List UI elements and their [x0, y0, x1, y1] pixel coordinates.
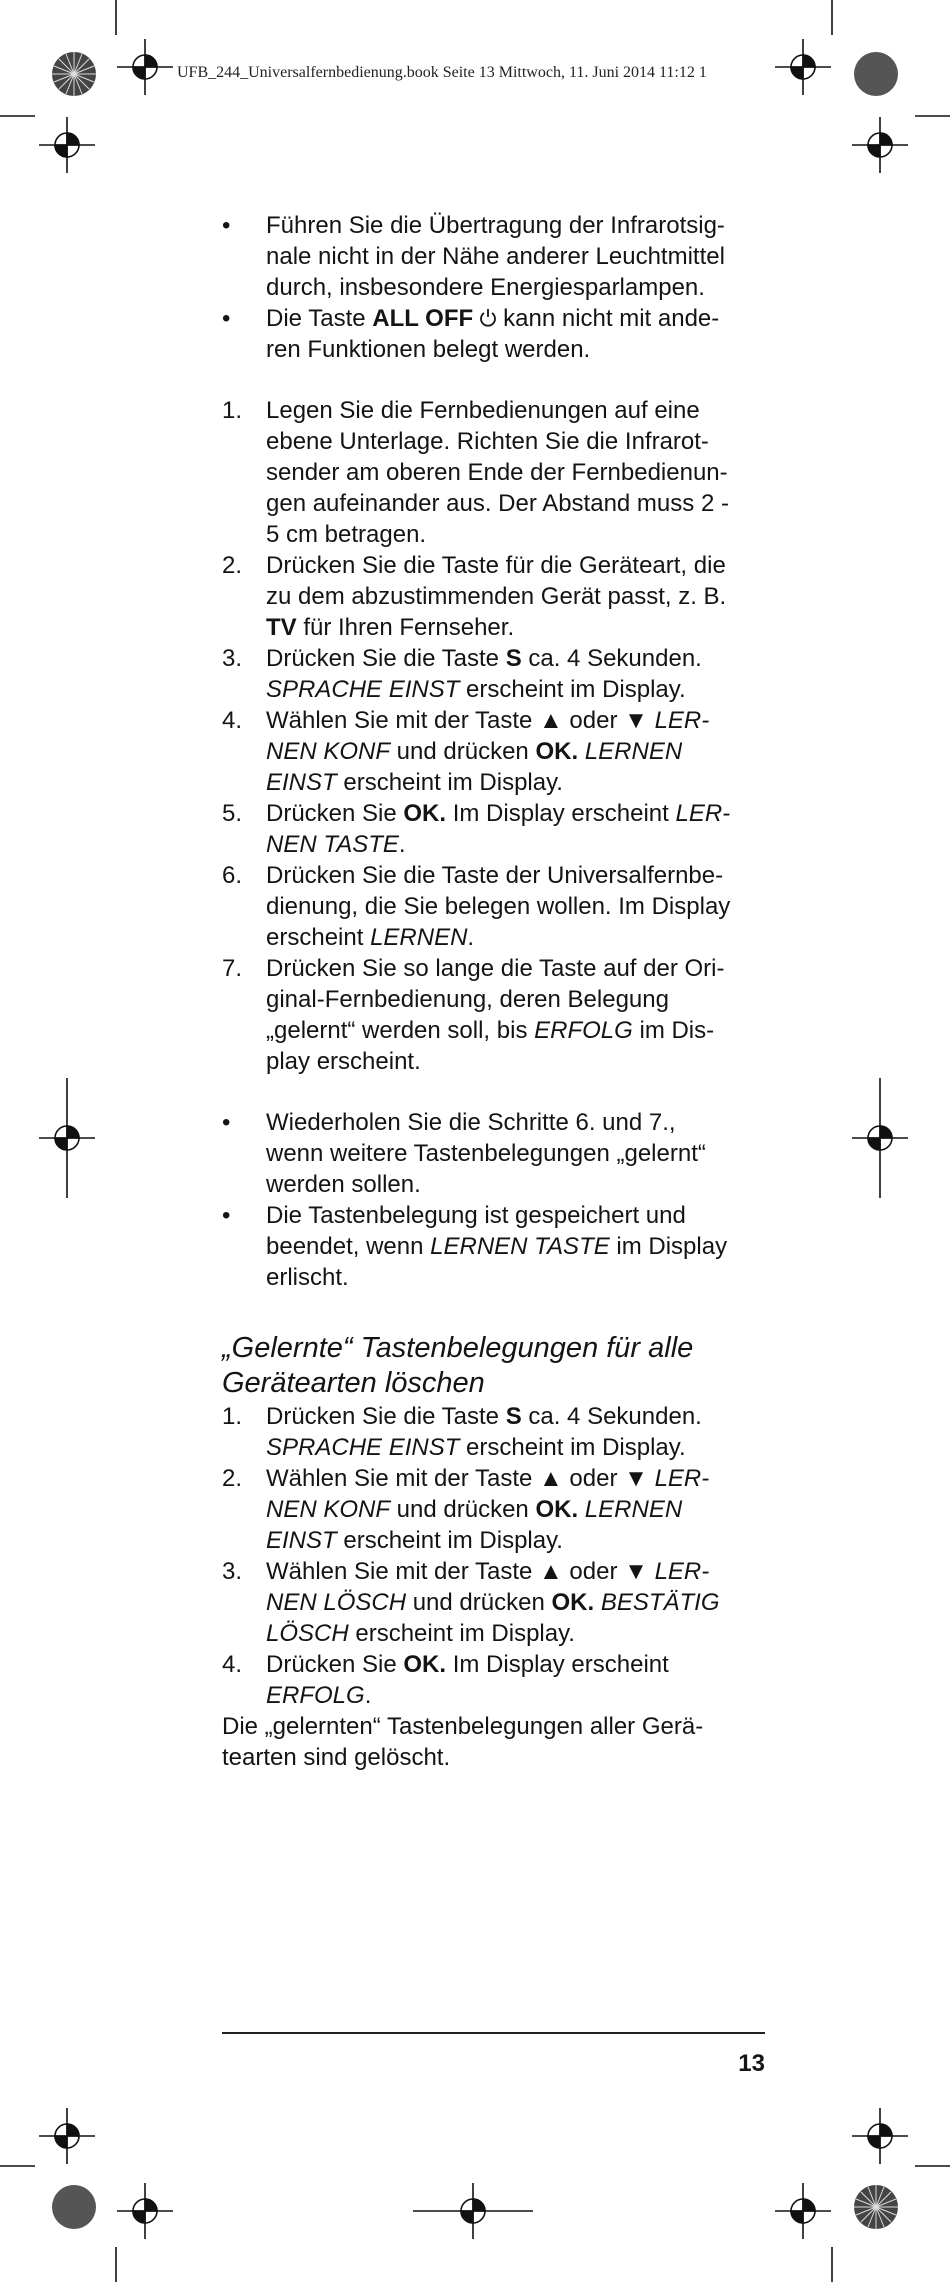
step-item: 2. Wählen Sie mit der Taste ▲ oder ▼ LER- NEN KONF und drücken OK. LERNEN EINST erscheint im Display.: [222, 1465, 710, 1554]
footer-rule: [222, 2032, 765, 2034]
bullet-marker: •: [222, 305, 231, 332]
bullet-marker: •: [222, 1202, 231, 1229]
bullet-item: • Führen Sie die Übertragung der Infrarotsig- nale nicht in der Nähe anderer Leuchtmittel durch, insbesondere Energiesparlampen.: [222, 212, 725, 301]
step-item: 3. Wählen Sie mit der Taste ▲ oder ▼ LER- NEN LÖSCH und drücken OK. BESTÄTIG LÖSCH erscheint im Display.: [222, 1558, 720, 1647]
page-content: [222, 210, 767, 1773]
key-label: ALL OFF: [372, 305, 474, 332]
step-item: 7. Drücken Sie so lange die Taste auf der Ori- ginal-Fernbedienung, deren Belegung „gelernt“ werden soll, bis ERFOLG im Dis- play erscheint.: [222, 955, 725, 1075]
bullet-marker: •: [222, 1109, 231, 1136]
print-header: UFB_244_Universalfernbedienung.book Seite 13 Mittwoch, 11. Juni 2014 11:12 1: [177, 64, 707, 81]
step-item: 1. Legen Sie die Fernbedienungen auf eine ebene Unterlage. Richten Sie die Infrarot- sender am oberen Ende der Fernbedienun- gen aufeinander aus. Der Abstand muss 2 - 5 cm betragen.: [222, 397, 729, 548]
step-item: 2. Drücken Sie die Taste für die Geräteart, die zu dem abzustimmenden Gerät passt, z. B. TV für Ihren Fernseher.: [222, 552, 727, 641]
power-icon: [477, 307, 499, 329]
step-item: 4. Drücken Sie OK. Im Display erscheint ERFOLG.: [222, 1651, 669, 1709]
bullet-item: • Die Taste ALL OFF kann nicht mit ande- ren Funktionen belegt werden.: [222, 305, 720, 363]
step-item: 6. Drücken Sie die Taste der Universalfernbe- dienung, die Sie belegen wollen. Im Display erscheint LERNEN.: [222, 862, 731, 951]
page-number: 13: [738, 2050, 765, 2077]
bullet-item: • Die Tastenbelegung ist gespeichert und beendet, wenn LERNEN TASTE im Display erlischt.: [222, 1202, 728, 1291]
section-heading: „Gelernte“ Tastenbelegungen für alle Gerätearten löschen: [222, 1332, 694, 1399]
closing-paragraph: Die „gelernten“ Tastenbelegungen aller Gerä- tearten sind gelöscht.: [222, 1713, 704, 1771]
bullet-marker: •: [222, 212, 231, 239]
step-item: 1. Drücken Sie die Taste S ca. 4 Sekunden. SPRACHE EINST erscheint im Display.: [222, 1403, 702, 1461]
bullet-item: • Wiederholen Sie die Schritte 6. und 7., wenn weitere Tastenbelegungen „gelernt“ werden sollen.: [222, 1109, 706, 1198]
step-item: 5. Drücken Sie OK. Im Display erscheint LER- NEN TASTE.: [222, 800, 731, 858]
step-item: 4. Wählen Sie mit der Taste ▲ oder ▼ LER- NEN KONF und drücken OK. LERNEN EINST erscheint im Display.: [222, 707, 710, 796]
step-item: 3. Drücken Sie die Taste S ca. 4 Sekunden. SPRACHE EINST erscheint im Display.: [222, 645, 702, 703]
